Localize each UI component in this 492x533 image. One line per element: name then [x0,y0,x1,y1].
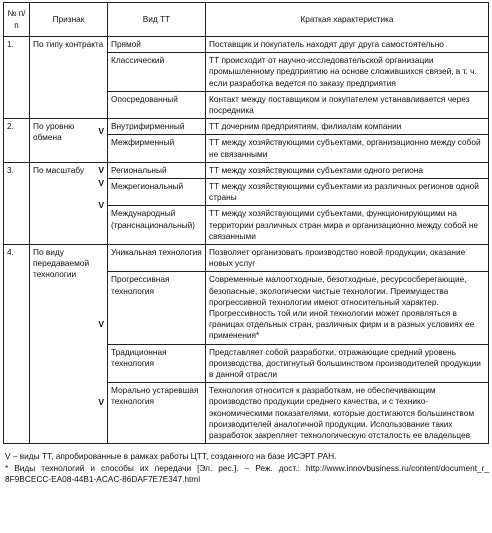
type-cell: Внутрифирменный [108,119,206,135]
type-cell: Традиционная технология [108,344,206,383]
header-no: № п/п [4,3,30,37]
group-number: 2. [4,119,30,163]
type-cell: Уникальная технология [108,245,206,272]
description-cell: Технология относится к разработкам, не обеспечивающим производство продукции среднего качества, и с технико-экономическими показателями, которые достигаются большинством производителей аналогичной продукции. Использование таких разработок закрепляет технологическую отсталость ее владельцев [206,383,489,444]
group-number: 3. [4,162,30,244]
table-row [4,245,489,272]
description-cell: ТТ дочерним предприятиям, филиалам компании [206,119,489,135]
description-cell: ТТ между хозяйствующими субъектами из различных регионов одной страны [206,179,489,206]
source-footnote: * Виды технологий и способы их передачи [Эл. рес.]. – Реж. дост.: http://www.innovbusiness.ru/content/document_r_ 8F9BCECC-EA08-44B1-ACAC-86DAF7E7E347.html [5,462,489,484]
table-row [4,162,489,178]
description-cell: ТТ происходит от научно-исследовательской организации промышленному предприятию на основе сложившихся связей, в т. ч. если разработка ведется по заказу предприятия [206,53,489,92]
type-cell: Классический [108,53,206,92]
group-attribute [30,245,108,444]
table-notes [3,451,489,485]
type-cell: Опосредованный [108,91,206,118]
table-row [4,37,489,53]
group-number: 1. [4,37,30,119]
description-cell: Представляет собой разработки, отражающие средний уровень производства, достигнутый большинством производителей продукции в данной отрасли [206,344,489,383]
description-cell: ТТ между хозяйствующими субъектами, организационно между собой не связанными [206,135,489,162]
type-cell: Региональный [108,162,206,178]
approved-mark: V [98,199,104,210]
approved-mark: V [98,319,104,330]
type-cell: Морально устаревшая технология [108,383,206,444]
attribute-text: По виду передаваемой технологии [33,247,90,280]
table-row [4,119,489,135]
document-page [3,2,489,485]
attribute-text: По уровню обмена [33,121,75,143]
group-attribute [30,162,108,244]
description-cell: Современные малоотходные, безотходные, ресурсосберегающие, безопасные, экологически чистые технологии. Преимущества прогрессивной технологии имеют относительный характер. Прогрессивность той или иной технологии может проявляться в границах отдельных стран, различных фирм и в разных условиях ее применения* [206,272,489,344]
group-attribute [30,119,108,163]
type-cell: Межрегиональный [108,179,206,206]
approved-mark: V [98,177,104,188]
description-cell: Контакт между поставщиком и покупателем устанавливается через посредника [206,91,489,118]
technology-transfer-table [3,2,489,444]
attribute-text: По масштабу [33,164,85,175]
description-cell: ТТ между хозяйствующими субъектами одного региона [206,162,489,178]
approved-mark: V [98,397,104,408]
type-cell: Прогрессивная технология [108,272,206,344]
approved-mark: V [98,126,104,136]
description-cell: Позволяет организовать производство новой продукции, оказание новых услуг [206,245,489,272]
description-cell: ТТ между хозяйствующими субъектами, функционирующими на территории различных стран мира и организационно между собой не связанными [206,206,489,245]
type-cell: Прямой [108,37,206,53]
approved-mark: V [98,164,104,175]
header-attribute: Признак [30,3,108,37]
type-cell: Межфирменный [108,135,206,162]
table-header-row [4,3,489,37]
header-description: Краткая характеристика [206,3,489,37]
description-cell: Поставщик и покупатель находят друг друга самостоятельно [206,37,489,53]
attribute-text: По типу контракта [33,39,104,49]
approved-note: V – виды ТТ, апробированные в рамках работы ЦТТ, созданного на базе ИСЭРТ РАН. [5,451,337,462]
header-type: Вид ТТ [108,3,206,37]
group-number: 4. [4,245,30,444]
type-cell: Международный (транснациональный) [108,206,206,245]
